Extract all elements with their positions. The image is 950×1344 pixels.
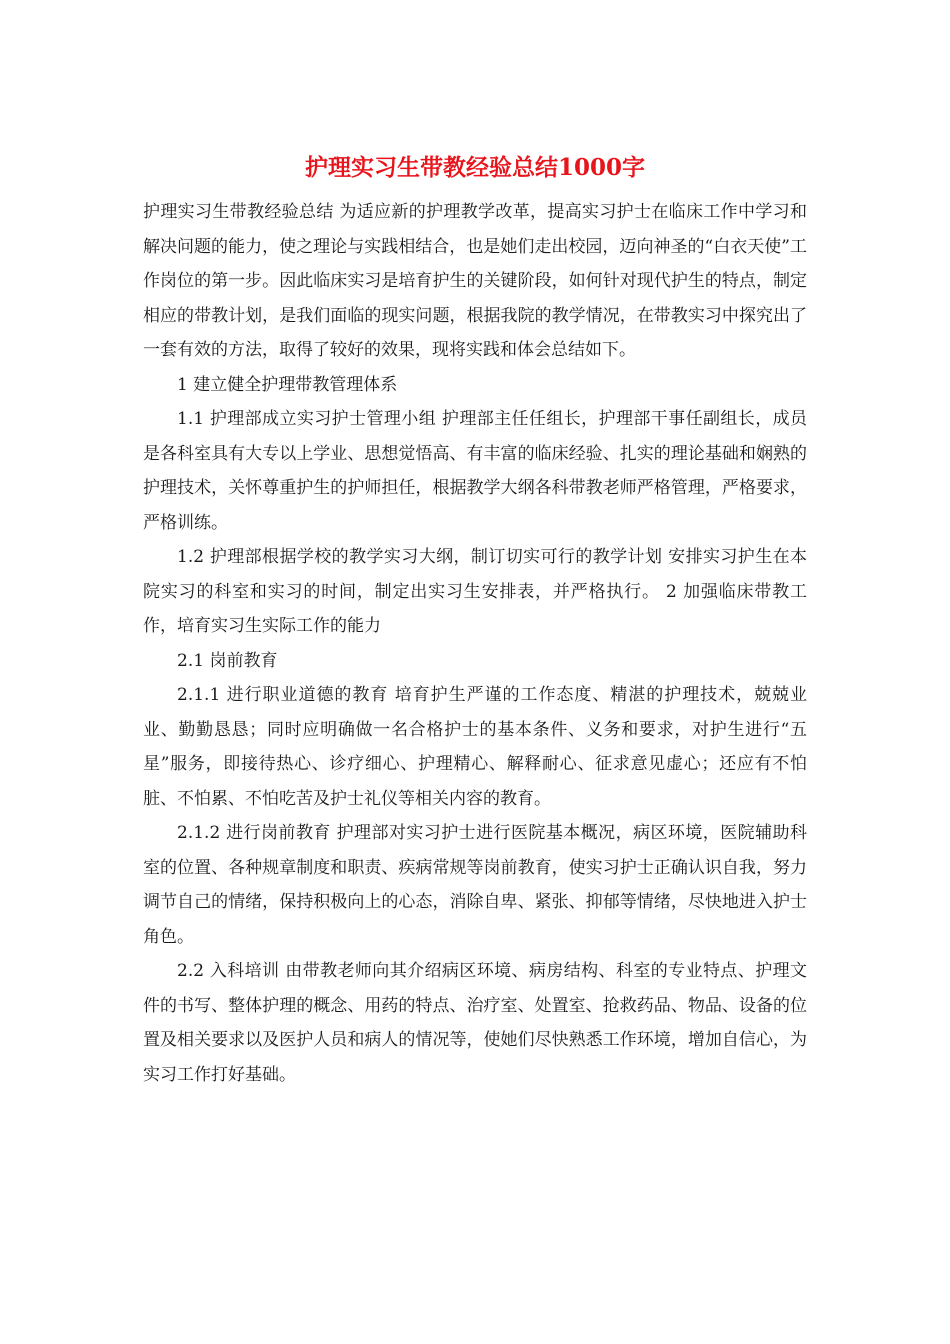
- heading-section-1: 1 建立健全护理带教管理体系: [177, 374, 398, 395]
- paragraph-intro: 护理实习生带教经验总结 为适应新的护理教学改革，提高实习护士在临床工作中学习和解决问题的能力，使之理论与实践相结合，也是她们走出校园，迈向神圣的“白衣天使”工作岗位的第一步。因此临床实习是培育护生的关键阶段，如何针对现代护生的特点，制定相应的带教计划，是我们面临的现实问题，根据我院的教学情况，在带教实习中探究出了一套有效的方法，取得了较好的效果，现将实践和体会总结如下。: [143, 202, 807, 360]
- document-body: [143, 195, 807, 1092]
- paragraph-1-1: 1.1 护理部成立实习护士管理小组 护理部主任任组长，护理部干事任副组长，成员是各科室具有大专以上学业、思想觉悟高、有丰富的临床经验、扎实的理论基础和娴熟的护理技术，关怀尊重护生的护师担任，根据教学大纲各科带教老师严格管理，严格要求，严格训练。: [143, 409, 807, 533]
- paragraph-2-1-1: 2.1.1 进行职业道德的教育 培育护生严谨的工作态度、精湛的护理技术，兢兢业业、勤勤恳恳；同时应明确做一名合格护士的基本条件、义务和要求，对护生进行“五星”服务，即接待热心、诊疗细心、护理精心、解释耐心、征求意见虚心；还应有不怕脏、不怕累、不怕吃苦及护士礼仪等相关内容的教育。: [143, 685, 807, 809]
- paragraph-2-1-2: 2.1.2 进行岗前教育 护理部对实习护士进行医院基本概况，病区环境，医院辅助科室的位置、各种规章制度和职责、疾病常规等岗前教育，使实习护士正确认识自我，努力调节自己的情绪，保持积极向上的心态，消除自卑、紧张、抑郁等情绪，尽快地进入护士角色。: [143, 823, 807, 947]
- paragraph-2-2: 2.2 入科培训 由带教老师向其介绍病区环境、病房结构、科室的专业特点、护理文件的书写、整体护理的概念、用药的特点、治疗室、处置室、抢救药品、物品、设备的位置及相关要求以及医护人员和病人的情况等，使她们尽快熟悉工作环境，增加自信心，为实习工作打好基础。: [143, 961, 807, 1085]
- paragraph-1-2: 1.2 护理部根据学校的教学实习大纲，制订切实可行的教学计划 安排实习护生在本院实习的科室和实习的时间，制定出实习生安排表，并严格执行。 2 加强临床带教工作，培育实习生实际工作的能力: [143, 547, 807, 636]
- document-title: 护理实习生带教经验总结1000字: [304, 154, 645, 181]
- heading-section-2-1: 2.1 岗前教育: [177, 650, 278, 671]
